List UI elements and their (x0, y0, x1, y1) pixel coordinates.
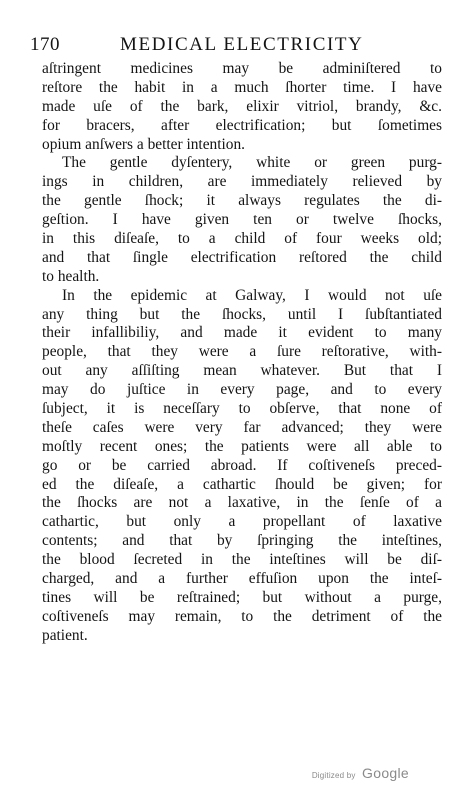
text-line: to health. (42, 267, 100, 285)
text-line: In the epidemic at Galway, I would not uſe (62, 286, 442, 304)
text-line: charged, and a further effuſion upon the inteſ- (42, 570, 442, 588)
text-line: reſtore the habit in a much ſhorter time. I have (42, 78, 442, 96)
text-line: contents; and that by ſpringing the inteſtines, (42, 532, 442, 550)
text-line: theſe caſes were very far advanced; they were (42, 418, 442, 436)
text-line: aſtringent medicines may be adminiſtered to (42, 60, 442, 77)
body-text (42, 60, 442, 646)
text-line: ſubject, it is neceſſary to obſerve, that none of (42, 400, 442, 418)
page-header (30, 33, 440, 57)
text-line: out any aſſiſting mean whatever. But that I (42, 362, 442, 380)
text-line: people, that they were a ſure reſtorative, with- (42, 343, 442, 361)
text-line: in this diſeaſe, to a child of four weeks old; (42, 230, 442, 248)
text-line: The gentle dyſentery, white or green purg- (62, 154, 442, 172)
text-line: ed the diſeaſe, a cathartic ſhould be given; for (42, 475, 442, 493)
text-line: the ſhocks are not a laxative, in the ſenſe of a (42, 494, 442, 512)
text-line: ings in children, are immediately relieved by (42, 173, 442, 191)
page-number: 170 (30, 34, 60, 55)
text-line: for bracers, after electrification; but ſometimes (42, 116, 442, 134)
text-line: any thing but the ſhocks, until I ſubſtantiated (42, 305, 442, 323)
text-line: and that ſingle electrification reſtored the child (42, 248, 442, 266)
text-line: tines will be reſtrained; but without a purge, (42, 588, 442, 606)
text-line: patient. (42, 626, 88, 644)
text-line: the gentle ſhock; it always regulates the di- (42, 192, 442, 210)
text-line: opium anſwers a better intention. (42, 135, 246, 153)
google-logo: Google (362, 765, 409, 781)
text-line: geſtion. I have given ten or twelve ſhocks, (42, 211, 442, 229)
text-line: moſtly recent ones; the patients were all able to (42, 437, 442, 455)
text-line: coſtiveneſs may remain, to the detriment of the (42, 607, 442, 625)
text-line: cathartic, but only a propellant of laxative (42, 513, 442, 531)
paragraph-2 (42, 154, 442, 286)
paragraph-3 (42, 287, 442, 646)
paragraph-1 (42, 60, 442, 154)
running-head: MEDICAL ELECTRICITY (120, 34, 364, 55)
text-line: the blood ſecreted in the inteſtines will be diſ- (42, 551, 442, 569)
digitized-by-label: Digitized by (311, 771, 356, 780)
text-line: their infallibiliy, and made it evident to many (42, 324, 442, 342)
text-line: made uſe of the bark, elixir vitriol, brandy, &c. (42, 97, 442, 115)
digitized-watermark (312, 765, 409, 783)
text-line: go or be carried abroad. If coſtiveneſs preced- (42, 456, 442, 474)
text-line: may do juſtice in every page, and to every (42, 381, 442, 399)
